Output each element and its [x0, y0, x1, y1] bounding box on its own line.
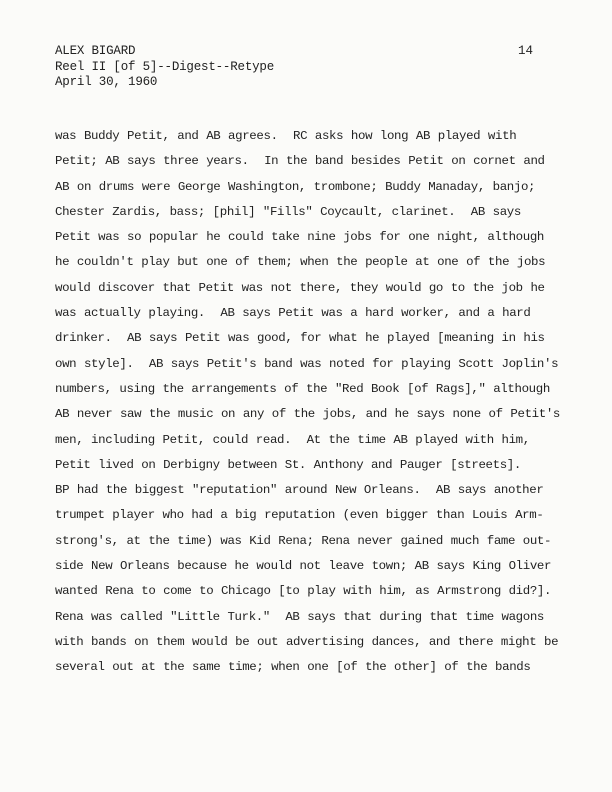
interviewee-name: ALEX BIGARD [55, 44, 136, 58]
text-line: strong's, at the time) was Kid Rena; Rena never gained much fame out- [55, 533, 552, 548]
text-line: was Buddy Petit, and AB agrees. RC asks how long AB played with [55, 129, 517, 143]
text-line: numbers, using the arrangements of the "Red Book [of Rags]," although [55, 381, 550, 396]
text-line: with bands on them would be out advertising dances, and there might be [55, 634, 559, 649]
text-line: own style]. AB says Petit's band was noted for playing Scott Joplin's [55, 356, 559, 371]
text-line: AB on drums were George Washington, trombone; Buddy Manaday, banjo; [55, 179, 536, 194]
text-line: AB never saw the music on any of the jobs, and he says none of Petit's [55, 407, 560, 422]
page-number: 14 [518, 44, 534, 58]
text-line: side New Orleans because he would not leave town; AB says King Oliver [55, 559, 552, 574]
text-line: BP had the biggest "reputation" around New Orleans. AB says another [55, 483, 544, 498]
document-header [55, 44, 555, 91]
text-line: Chester Zardis, bass; [phil] "Fills" Coycault, clarinet. AB says [55, 204, 521, 219]
transcript-body [55, 124, 575, 681]
text-line: trumpet player who had a big reputation (even bigger than Louis Arm- [55, 508, 544, 523]
text-line: men, including Petit, could read. At the time AB played with him, [55, 432, 530, 447]
text-line: drinker. AB says Petit was good, for what he played [meaning in his [55, 331, 545, 346]
text-line: wanted Rena to come to Chicago [to play with him, as Armstrong did?]. [55, 584, 552, 599]
text-line: was actually playing. AB says Petit was a hard worker, and a hard [55, 306, 531, 321]
text-line: he couldn't play but one of them; when the people at one of the jobs [55, 255, 546, 270]
reel-info: Reel II [of 5]--Digest--Retype [55, 59, 275, 74]
text-line: Rena was called "Little Turk." AB says that during that time wagons [55, 609, 545, 624]
text-line: Petit; AB says three years. In the band besides Petit on cornet and [55, 154, 545, 169]
text-line: would discover that Petit was not there, they would go to the job he [55, 280, 545, 295]
interview-date: April 30, 1960 [55, 75, 158, 89]
text-line: Petit lived on Derbigny between St. Anthony and Pauger [streets]. [55, 457, 521, 472]
text-line: several out at the same time; when one [of the other] of the bands [55, 660, 531, 675]
text-line: Petit was so popular he could take nine jobs for one night, although [55, 230, 545, 245]
